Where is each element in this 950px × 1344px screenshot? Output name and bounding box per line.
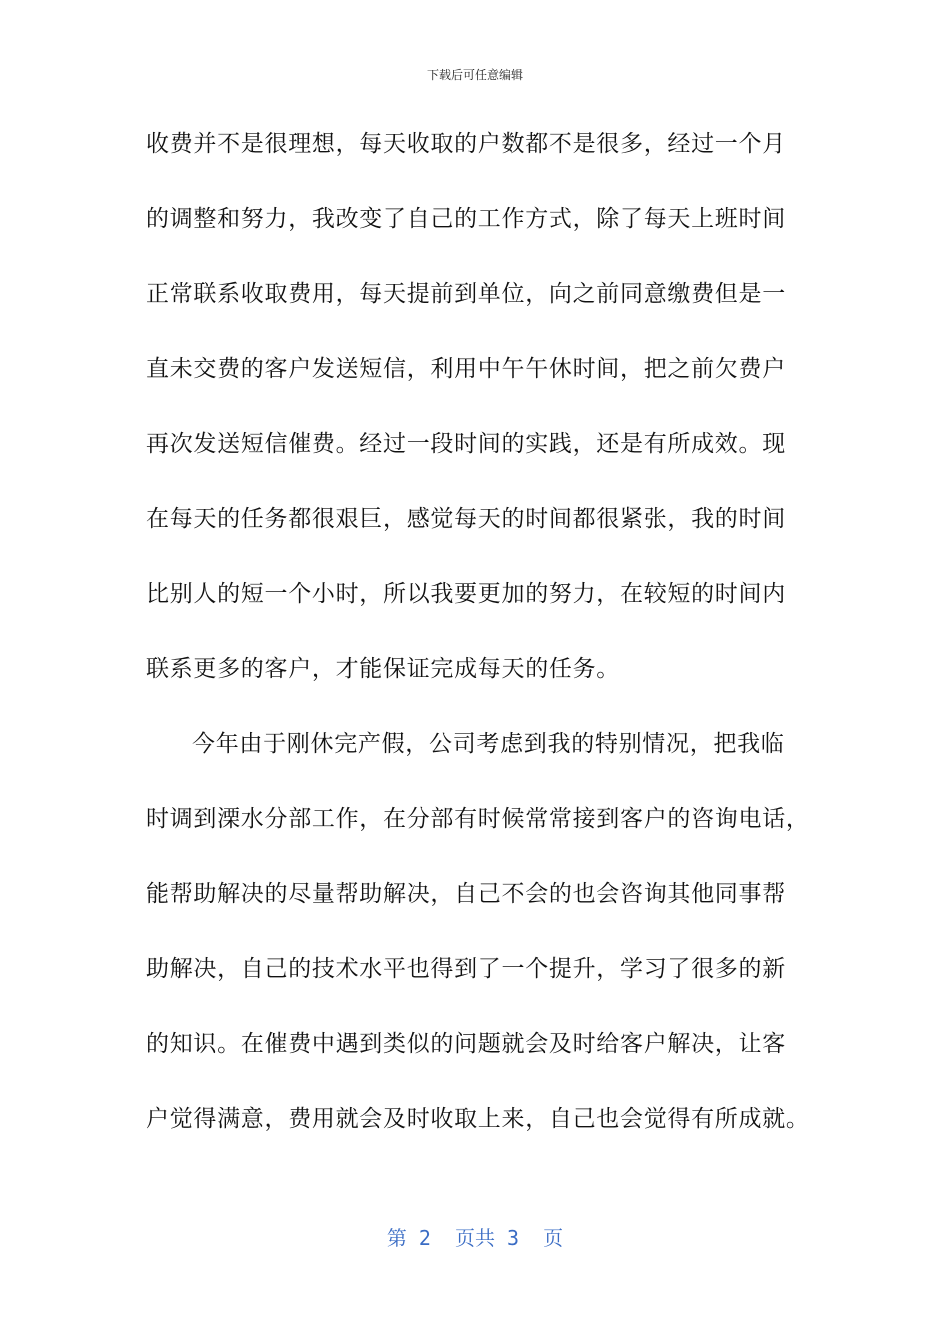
text-line: 收费并不是很理想，每天收取的户数都不是很多，经过一个月 — [146, 131, 786, 157]
text-line: 比别人的短一个小时，所以我要更加的努力，在较短的时间内 — [146, 581, 786, 607]
text-line: 在每天的任务都很艰巨，感觉每天的时间都很紧张，我的时间 — [146, 506, 786, 532]
text-line: 的调整和努力，我改变了自己的工作方式，除了每天上班时间 — [146, 206, 786, 232]
text-line: 助解决，自己的技术水平也得到了一个提升，学习了很多的新 — [146, 956, 786, 982]
page-number-footer: 第 2 页共 3 页 — [386, 1226, 564, 1250]
text-line: 能帮助解决的尽量帮助解决，自己不会的也会咨询其他同事帮 — [146, 881, 786, 907]
document-body — [146, 124, 810, 1174]
text-line: 再次发送短信催费。经过一段时间的实践，还是有所成效。现 — [146, 431, 786, 457]
paragraph-start-line: 今年由于刚休完产假，公司考虑到我的特别情况，把我临 — [192, 731, 785, 757]
text-line: 时调到溧水分部工作，在分部有时候常常接到客户的咨询电话， — [146, 806, 810, 832]
text-line: 正常联系收取费用，每天提前到单位，向之前同意缴费但是一 — [146, 281, 786, 307]
page-header: 下载后可任意编辑 — [426, 68, 523, 82]
text-line: 联系更多的客户，才能保证完成每天的任务。 — [146, 656, 620, 682]
text-line: 直未交费的客户发送短信，利用中午午休时间，把之前欠费户 — [146, 356, 786, 382]
text-line: 的知识。在催费中遇到类似的问题就会及时给客户解决，让客 — [146, 1031, 786, 1057]
text-line: 户觉得满意，费用就会及时收取上来，自己也会觉得有所成就。 — [146, 1106, 810, 1132]
